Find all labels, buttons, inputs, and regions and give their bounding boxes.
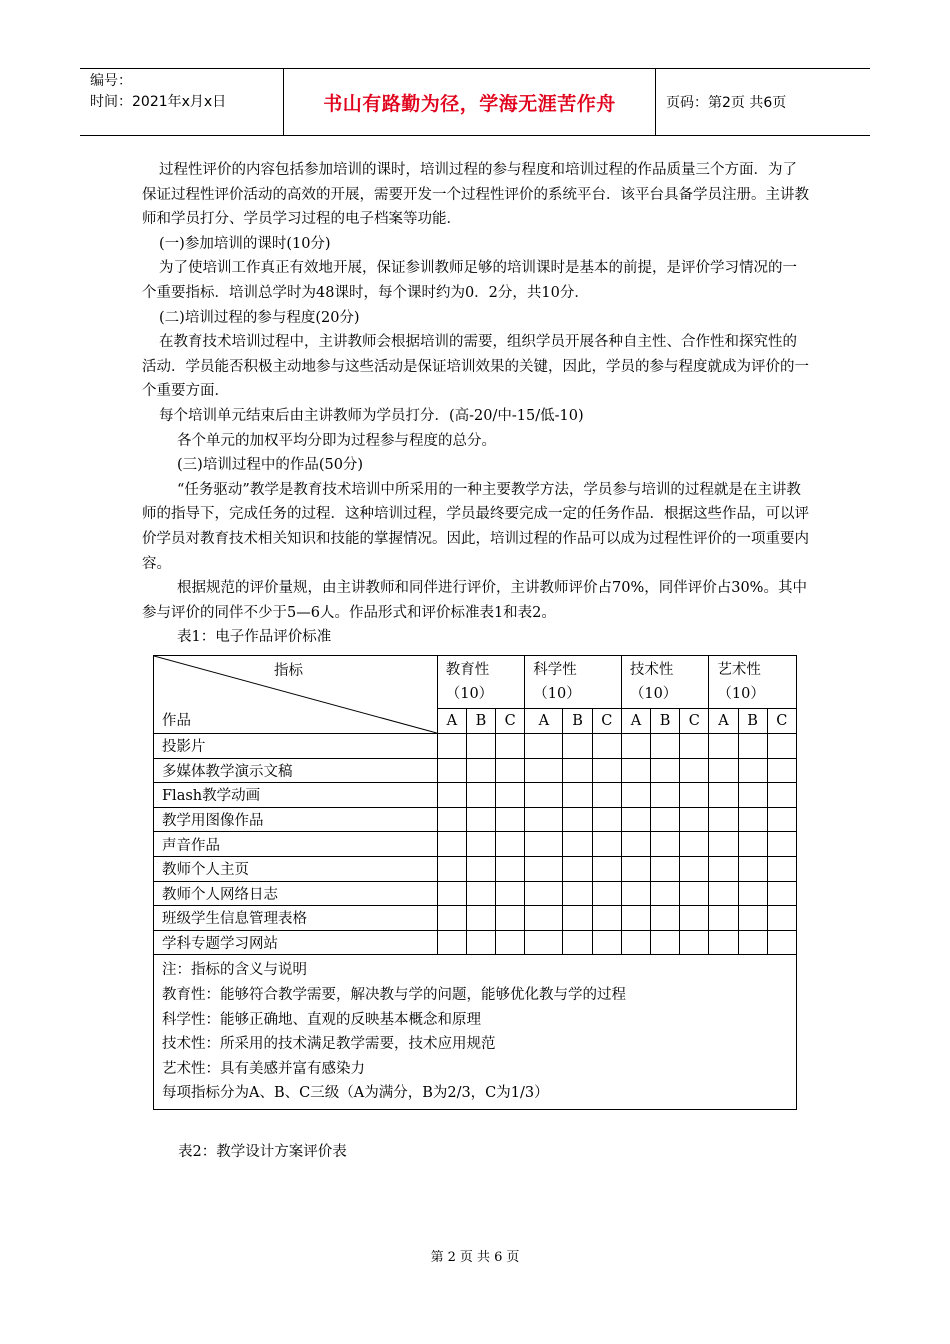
grade-label: A	[709, 709, 738, 734]
score-cell	[496, 758, 525, 783]
score-cell	[563, 856, 592, 881]
score-cell	[621, 783, 650, 808]
score-cell	[680, 734, 709, 759]
score-cell	[767, 832, 796, 857]
score-cell	[621, 881, 650, 906]
table-row	[154, 783, 797, 808]
score-cell	[592, 906, 621, 931]
score-cell	[592, 783, 621, 808]
work-type-cell: Flash教学动画	[154, 783, 438, 808]
table-row	[154, 758, 797, 783]
paragraph: 根据规范的评价量规，由主讲教师和同伴进行评价，主讲教师评价占70%，同伴评价占30%。其中参与评价的同伴不少于5—6人。作品形式和评价标准表1和表2。	[142, 580, 807, 621]
note-line: 教育性：能够符合教学需要，解决教与学的问题，能够优化教与学的过程	[162, 986, 626, 1003]
criterion-header	[709, 656, 797, 709]
paragraph: 各个单元的加权平均分即为过程参与程度的总分。	[177, 432, 496, 449]
score-cell	[621, 906, 650, 931]
score-cell	[563, 930, 592, 955]
score-cell	[738, 807, 767, 832]
score-cell	[651, 930, 680, 955]
score-cell	[563, 807, 592, 832]
grade-label: C	[680, 709, 709, 734]
score-cell	[592, 758, 621, 783]
score-cell	[466, 783, 495, 808]
score-cell	[767, 906, 796, 931]
score-cell	[738, 734, 767, 759]
footer-prefix: 第	[430, 1250, 444, 1265]
score-cell	[525, 832, 563, 857]
header-page-info: 页码：第2页 共6页	[666, 95, 787, 111]
grade-label: B	[651, 709, 680, 734]
score-cell	[466, 906, 495, 931]
body-text	[142, 158, 810, 650]
score-cell	[563, 881, 592, 906]
criterion-name: 教育性	[445, 662, 490, 679]
footer-page-number: 2	[447, 1250, 456, 1265]
score-cell	[738, 758, 767, 783]
table-header-row	[154, 656, 797, 709]
score-cell	[738, 832, 767, 857]
score-cell	[592, 734, 621, 759]
score-cell	[496, 807, 525, 832]
score-cell	[709, 906, 738, 931]
score-cell	[437, 930, 466, 955]
score-cell	[709, 856, 738, 881]
section-heading-2: (二)培训过程的参与程度(20分)	[159, 309, 360, 326]
note-line: 艺术性：具有美感并富有感染力	[162, 1060, 365, 1077]
table-row	[154, 807, 797, 832]
note-line: 注：指标的含义与说明	[162, 962, 307, 979]
score-cell	[563, 906, 592, 931]
notes-row	[154, 955, 797, 1110]
criterion-name: 技术性	[629, 662, 674, 679]
score-cell	[709, 734, 738, 759]
table1-caption: 表1：电子作品评价标准	[177, 629, 332, 646]
criterion-header	[621, 656, 709, 709]
score-cell	[651, 734, 680, 759]
work-type-cell: 教师个人主页	[154, 856, 438, 881]
note-line: 每项指标分为A、B、C三级（A为满分，B为2/3，C为1/3）	[162, 1085, 549, 1102]
score-cell	[525, 783, 563, 808]
criterion-score: （10）	[533, 686, 581, 703]
score-cell	[437, 758, 466, 783]
score-cell	[767, 881, 796, 906]
work-type-cell: 学科专题学习网站	[154, 930, 438, 955]
score-cell	[709, 783, 738, 808]
document-number-label: 编号：	[90, 73, 132, 89]
score-cell	[767, 930, 796, 955]
paragraph: 每个培训单元结束后由主讲教师为学员打分．(高-20/中-15/低-10)	[159, 407, 584, 424]
notes-cell	[154, 955, 797, 1110]
score-cell	[767, 856, 796, 881]
score-cell	[767, 807, 796, 832]
score-cell	[437, 881, 466, 906]
score-cell	[680, 906, 709, 931]
score-cell	[437, 783, 466, 808]
score-cell	[621, 856, 650, 881]
score-cell	[437, 906, 466, 931]
score-cell	[592, 856, 621, 881]
table2-caption: 表2：教学设计方案评价表	[178, 1144, 347, 1160]
footer-total-pages: 6	[494, 1250, 503, 1265]
score-cell	[680, 881, 709, 906]
section-heading-1: (一)参加培训的课时(10分)	[159, 235, 331, 252]
score-cell	[496, 783, 525, 808]
paragraph: 为了使培训工作真正有效地开展，保证参训教师足够的培训课时是基本的前提，是评价学习情况的一个重要指标．培训总学时为48课时，每个课时约为0．2分，共10分．	[142, 260, 797, 301]
score-cell	[621, 930, 650, 955]
grade-label: B	[738, 709, 767, 734]
corner-bottom-label: 作品	[162, 713, 191, 729]
work-type-cell: 班级学生信息管理表格	[154, 906, 438, 931]
page-header	[80, 68, 870, 136]
header-motto: 书山有路勤为径，学海无涯苦作舟	[323, 92, 616, 115]
criterion-score: （10）	[445, 686, 494, 703]
score-cell	[651, 856, 680, 881]
score-cell	[621, 807, 650, 832]
score-cell	[680, 807, 709, 832]
score-cell	[651, 783, 680, 808]
score-cell	[680, 783, 709, 808]
header-motto-cell	[283, 69, 656, 135]
score-cell	[651, 881, 680, 906]
page-footer	[0, 1246, 950, 1265]
work-type-cell: 教师个人网络日志	[154, 881, 438, 906]
score-cell	[680, 832, 709, 857]
score-cell	[651, 758, 680, 783]
score-cell	[680, 856, 709, 881]
score-cell	[466, 734, 495, 759]
score-cell	[621, 832, 650, 857]
paragraph: 过程性评价的内容包括参加培训的课时，培训过程的参与程度和培训过程的作品质量三个方面．为了保证过程性评价活动的高效的开展，需要开发一个过程性评价的系统平台．该平台具备学员注册。主讲教师和学员打分、学员学习过程的电子档案等功能．	[142, 162, 809, 228]
work-type-cell: 多媒体教学演示文稿	[154, 758, 438, 783]
table-row	[154, 881, 797, 906]
footer-suffix: 页	[506, 1250, 520, 1265]
score-cell	[466, 832, 495, 857]
score-cell	[738, 856, 767, 881]
criterion-header	[525, 656, 622, 709]
score-cell	[709, 758, 738, 783]
paragraph: “任务驱动”教学是教育技术培训中所采用的一种主要教学方法，学员参与培训的过程就是在主讲教师的指导下，完成任务的过程．这种培训过程，学员最终要完成一定的任务作品．根据这些作品，可以评价学员对教育技术相关知识和技能的掌握情况。因此，培训过程的作品可以成为过程性评价的一项重要内容。	[142, 481, 809, 572]
grade-label: A	[525, 709, 563, 734]
score-cell	[592, 832, 621, 857]
score-cell	[738, 881, 767, 906]
score-cell	[651, 832, 680, 857]
grade-label: C	[592, 709, 621, 734]
table-row	[154, 734, 797, 759]
score-cell	[496, 734, 525, 759]
score-cell	[496, 906, 525, 931]
corner-top-label: 指标	[274, 663, 303, 679]
score-cell	[437, 807, 466, 832]
score-cell	[525, 856, 563, 881]
score-cell	[621, 758, 650, 783]
score-cell	[738, 906, 767, 931]
score-cell	[525, 734, 563, 759]
criterion-name: 艺术性	[717, 662, 761, 679]
score-cell	[525, 807, 563, 832]
table-corner-cell	[154, 656, 438, 734]
score-cell	[496, 856, 525, 881]
grade-label: C	[496, 709, 525, 734]
criterion-score: （10）	[629, 686, 678, 703]
paragraph: 在教育技术培训过程中，主讲教师会根据培训的需要，组织学员开展各种自主性、合作性和探究性的活动．学员能否积极主动地参与这些活动是保证培训效果的关键，因此，学员的参与程度就成为评价的一个重要方面．	[142, 334, 809, 400]
score-cell	[738, 783, 767, 808]
score-cell	[621, 734, 650, 759]
grade-label: B	[563, 709, 592, 734]
score-cell	[525, 881, 563, 906]
score-cell	[680, 758, 709, 783]
score-cell	[709, 832, 738, 857]
score-cell	[525, 930, 563, 955]
section-heading-3: (三)培训过程中的作品(50分)	[177, 457, 364, 474]
footer-mid: 页 共	[459, 1250, 491, 1265]
score-cell	[767, 783, 796, 808]
score-cell	[680, 930, 709, 955]
score-cell	[466, 930, 495, 955]
score-cell	[496, 881, 525, 906]
table-row	[154, 930, 797, 955]
score-cell	[592, 807, 621, 832]
score-cell	[466, 807, 495, 832]
criterion-name: 科学性	[533, 662, 577, 679]
score-cell	[466, 856, 495, 881]
grade-label: B	[466, 709, 495, 734]
score-cell	[767, 758, 796, 783]
score-cell	[651, 906, 680, 931]
criterion-score: （10）	[717, 686, 765, 703]
grade-label: C	[767, 709, 796, 734]
note-line: 技术性：所采用的技术满足教学需要，技术应用规范	[162, 1036, 496, 1053]
score-cell	[709, 930, 738, 955]
score-cell	[525, 906, 563, 931]
score-cell	[767, 734, 796, 759]
score-cell	[709, 881, 738, 906]
grade-label: A	[437, 709, 466, 734]
table-row	[154, 832, 797, 857]
criterion-header	[437, 656, 525, 709]
score-cell	[563, 783, 592, 808]
table-row	[154, 906, 797, 931]
score-cell	[466, 758, 495, 783]
score-cell	[496, 832, 525, 857]
score-cell	[563, 734, 592, 759]
score-cell	[563, 832, 592, 857]
score-cell	[525, 758, 563, 783]
work-type-cell: 投影片	[154, 734, 438, 759]
note-line: 科学性：能够正确地、直观的反映基本概念和原理	[162, 1011, 481, 1028]
score-cell	[592, 881, 621, 906]
grade-label: A	[621, 709, 650, 734]
score-cell	[496, 930, 525, 955]
work-type-cell: 教学用图像作品	[154, 807, 438, 832]
table-row	[154, 856, 797, 881]
score-cell	[437, 832, 466, 857]
score-cell	[437, 734, 466, 759]
score-cell	[709, 807, 738, 832]
document-time-label: 时间：2021年x月x日	[90, 94, 227, 110]
evaluation-table	[153, 655, 797, 1110]
score-cell	[437, 856, 466, 881]
header-meta	[80, 69, 283, 135]
score-cell	[466, 881, 495, 906]
score-cell	[651, 807, 680, 832]
score-cell	[738, 930, 767, 955]
score-cell	[592, 930, 621, 955]
work-type-cell: 声音作品	[154, 832, 438, 857]
score-cell	[563, 758, 592, 783]
